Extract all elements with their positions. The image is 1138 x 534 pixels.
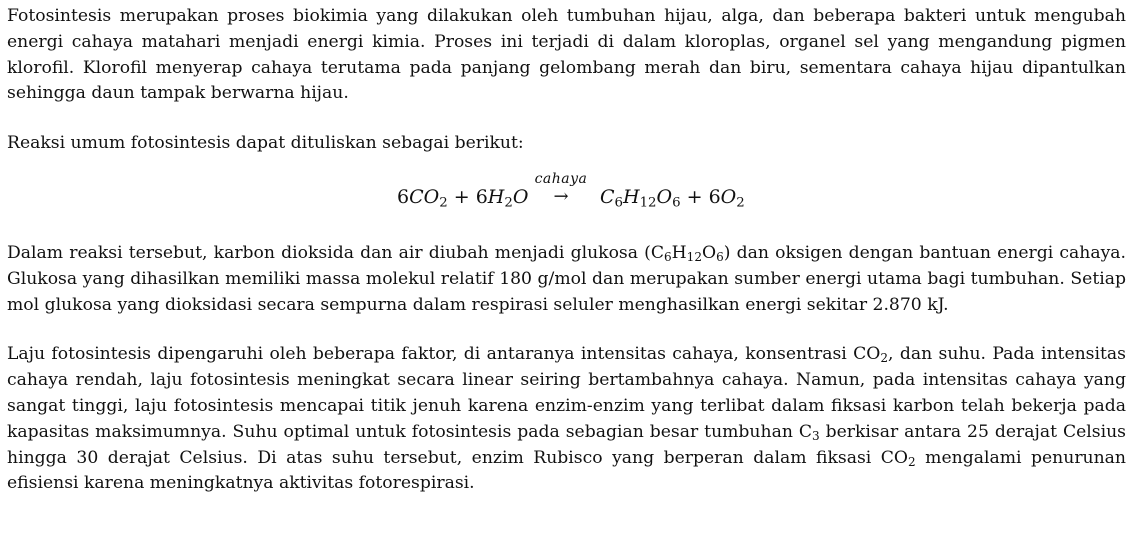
- equation-products: $C_6H_{12}O_6 + 6O_2$: [600, 185, 745, 211]
- arrow-icon: →: [553, 185, 569, 207]
- photosynthesis-equation: [397, 172, 757, 232]
- paragraph-rate-factors: Laju fotosintesis dipengaruhi oleh beberapa faktor, di antaranya intensitas cahaya, konsentrasi $CO_2$, dan suhu. Pada intensitas cahaya rendah, laju fotosintesis meningkat secara linear seiring bertambahnya cahaya. Namun, pada intensitas cahaya yang sangat tinggi, laju fotosintesis mencapai titik jenuh karena enzim-enzim yang terlibat dalam fiksasi karbon telah bekerja pada kapasitas maksimumnya. Suhu optimal untuk fotosintesis pada sebagian besar tumbuhan $C_3$ berkisar antara 25 derajat Celsius hingga 30 derajat Celsius. Di atas suhu tersebut, enzim Rubisco yang berperan dalam fiksasi $CO_2$ mengalami penurunan efisiensi karena meningkatnya aktivitas fotorespirasi.: [7, 344, 1126, 494]
- document-page: [7, 4, 1126, 497]
- paragraph-intro: Fotosintesis merupakan proses biokimia yang dilakukan oleh tumbuhan hijau, alga, dan beberapa bakteri untuk mengubah energi cahaya matahari menjadi energi kimia. Proses ini terjadi di dalam kloroplas, organel sel yang mengandung pigmen klorofil. Klorofil menyerap cahaya terutama pada panjang gelombang merah dan biru, sementara cahaya hijau dipantulkan sehingga daun tampak berwarna hijau.: [7, 6, 1126, 104]
- arrow-label: cahaya: [534, 170, 588, 187]
- spacer: [7, 318, 1126, 342]
- paragraph-reaction-explanation: Dalam reaksi tersebut, karbon dioksida dan air diubah menjadi glukosa $(C_6H_{12}O_6)$ dan oksigen dengan bantuan energi cahaya. Glukosa yang dihasilkan memiliki massa molekul relatif 180 g/mol dan merupakan sumber energi utama bagi tumbuhan. Setiap mol glukosa yang dioksidasi secara sempurna dalam respirasi seluler menghasilkan energi sekitar 2.870 kJ.: [7, 242, 1126, 315]
- paragraph-reaction-intro: Reaksi umum fotosintesis dapat dituliskan sebagai berikut:: [7, 133, 524, 154]
- reaction-arrow: [529, 172, 593, 206]
- equation-reactants: $6CO_2 + 6H_2O$: [397, 185, 529, 211]
- spacer: [7, 107, 1126, 131]
- equation-block: [7, 157, 1126, 241]
